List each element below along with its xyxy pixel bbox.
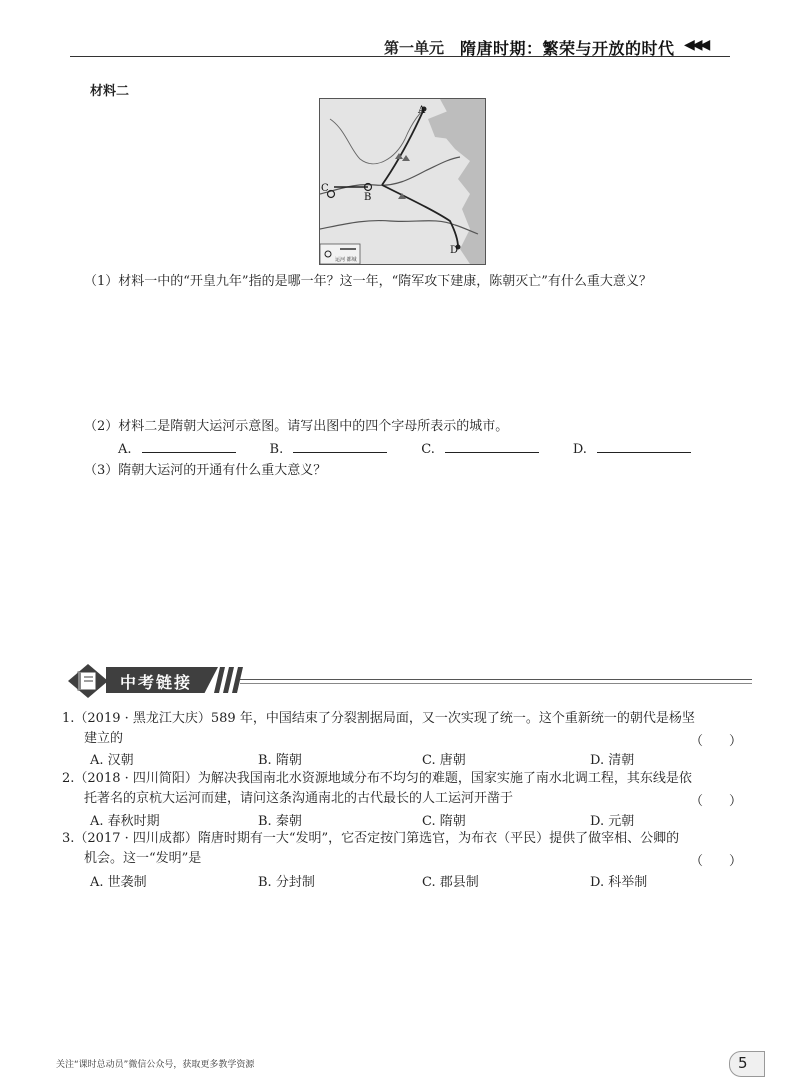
blank-c-input[interactable] [445,440,539,453]
mcq-1-option-c[interactable]: C. 唐朝 [422,753,466,768]
banner-rule-top [240,679,752,680]
mcq-1-line-2: 建立的 [84,731,124,746]
material-two-label: 材料二 [90,84,130,99]
blank-label-a: A. [118,442,132,457]
mcq-2-option-d[interactable]: D. 元朝 [590,814,635,829]
map-letter-c: C [321,183,329,194]
blank-a-input[interactable] [142,440,236,453]
unit-title: 隋唐时期：繁荣与开放的时代 [460,39,675,58]
blank-label-c: C. [421,442,435,457]
map-letter-b: B [364,192,372,203]
mcq-2-answer-paren[interactable]: （ ） [690,794,743,809]
section-title: 中考链接 [120,673,193,692]
blank-b-input[interactable] [293,440,387,453]
banner-stripes-icon [212,667,244,693]
mcq-3-option-d[interactable]: D. 科举制 [590,875,648,890]
mcq-2-line-2: 托著名的京杭大运河而建，请问这条沟通南北的古代最长的人工运河开凿于 [84,791,514,806]
page-number-badge [729,1051,765,1077]
question-2: （2）材料二是隋朝大运河示意图。请写出图中的四个字母所表示的城市。 [84,419,509,434]
mcq-2-option-a[interactable]: A. 春秋时期 [90,814,160,829]
grand-canal-map [319,98,486,265]
map-letter-a: A [418,105,426,116]
map-legend-text: 运河 都城 [335,257,357,263]
mcq-3-option-a[interactable]: A. 世袭制 [90,875,147,890]
blank-label-b: B. [269,442,284,457]
blank-d-input[interactable] [597,440,691,453]
mcq-3-option-c[interactable]: C. 郡县制 [422,875,479,890]
page-number: 5 [738,1054,748,1072]
header-arrows-icon: ◀◀◀ [684,37,708,53]
mcq-3-line-1: 3.（2017 · 四川成都）隋唐时期有一大“发明”，它否定按门第选官，为布衣（平民）提供了做宰相、公卿的 [62,831,680,846]
mcq-1-option-a[interactable]: A. 汉朝 [90,753,134,768]
unit-label: 第一单元 [384,39,445,57]
header-rule [70,56,730,57]
banner-rule-bottom [240,683,752,684]
map-letter-d: D [450,245,459,256]
mcq-3-answer-paren[interactable]: （ ） [690,854,743,869]
mcq-2-option-c[interactable]: C. 隋朝 [422,814,466,829]
question-1: （1）材料一中的“开皇九年”指的是哪一年？这一年，“隋军攻下建康，陈朝灭亡”有什么重大意义？ [84,274,652,289]
mcq-3-option-b[interactable]: B. 分封制 [258,875,315,890]
footer-note: 关注“课时总动员”微信公众号，获取更多教学资源 [56,1060,255,1070]
mcq-3-line-2: 机会。这一“发明”是 [84,851,202,866]
mcq-1-option-d[interactable]: D. 清朝 [590,753,635,768]
question-3: （3）隋朝大运河的开通有什么重大意义？ [84,463,327,478]
mcq-1-option-b[interactable]: B. 隋朝 [258,753,302,768]
book-icon [66,662,110,700]
blank-label-d: D. [572,442,587,457]
mcq-1-answer-paren[interactable]: （ ） [690,734,743,749]
question-2-blanks [118,440,725,459]
mcq-2-option-b[interactable]: B. 秦朝 [258,814,302,829]
map-graphic [320,99,485,264]
mcq-1-line-1: 1.（2019 · 黑龙江大庆）589 年，中国结束了分裂割据局面，又一次实现了统一。这个重新统一的朝代是杨坚 [62,711,695,726]
mcq-2-line-1: 2.（2018 · 四川简阳）为解决我国南北水资源地域分布不均匀的难题，国家实施了南水北调工程，其东线是依 [62,771,692,786]
